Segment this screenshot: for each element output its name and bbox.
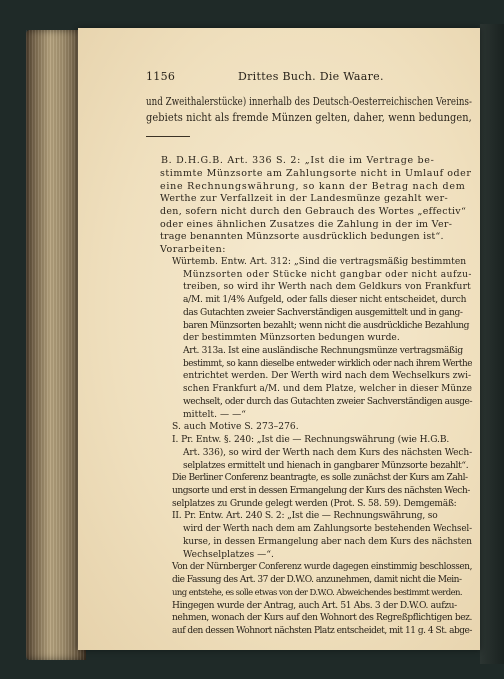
footnote-heading: Vorarbeiten:	[160, 244, 226, 256]
footnote-line: der bestimmten Münzsorten bedungen wurde.	[183, 333, 400, 344]
footnote-line: wechselt, oder durch das Gutachten zweier Sachverständigen ausge-	[183, 396, 473, 407]
footnote-line: treiben, so wird ihr Werth nach dem Geldkurs von Frankfurt	[183, 282, 471, 293]
footnote-line: Die Berliner Conferenz beantragte, es solle zunächst der Kurs am Zahl-	[172, 473, 468, 484]
footnote-line: die Fassung des Art. 37 der D.W.O. anzunehmen, damit nicht die Mein-	[172, 575, 462, 586]
footnote-line: Münzsorten oder Stücke nicht gangbar oder nicht aufzu-	[183, 269, 473, 280]
footnote-line: das Gutachten zweier Sachverständigen ausgemittelt und in gang-	[183, 307, 463, 318]
footnote-line: selplatzes ermittelt und hienach in gangbarer Münzsorte bezahlt“.	[183, 460, 469, 471]
footnote-rule	[146, 136, 190, 137]
footnote-line: oder eines ähnlichen Zusatzes die Zahlung in der im Ver-	[160, 218, 453, 230]
footnote-line: bestimmt, so kann dieselbe entweder wirklich oder nach ihrem Werthe	[183, 358, 473, 369]
footnote-line: Art. 313a. Ist eine ausländische Rechnungsmünze vertragsmäßig	[183, 345, 463, 356]
footnote-line: B. D.H.G.B. Art. 336 S. 2: „Ist die im Vertrage be-	[161, 155, 435, 166]
footnote-line: Werthe zur Verfallzeit in der Landesmünze gezahlt wer-	[160, 193, 449, 205]
footnote-line: auf den dessen Wohnort nächsten Platz entscheidet, mit 11 g. 4 St. abge-	[172, 626, 472, 636]
footnote-line: Art. 336), so wird der Werth nach dem Kurs des nächsten Wech-	[183, 447, 473, 458]
footnote-line: Von der Nürnberger Conferenz wurde dagegen einstimmig beschlossen,	[172, 562, 473, 573]
footnote-line: baren Münzsorten bezahlt; wenn nicht die ausdrückliche Bezahlung	[183, 320, 470, 331]
footnote-line: trage benannten Münzsorte ausdrücklich bedungen ist“.	[160, 231, 444, 243]
footnote-line: den, sofern nicht durch den Gebrauch des Wortes „effectiv“	[160, 205, 467, 217]
footnote-line: ung entstehe, es solle etwas von der D.W.O. Abweichendes bestimmt werden.	[172, 587, 462, 598]
footnote-line: schen Frankfurt a/M. und dem Platze, welcher in dieser Münze	[183, 384, 473, 395]
footnote-line: kurse, in dessen Ermangelung aber nach dem Kurs des nächsten	[183, 536, 472, 547]
footnote-line: mittelt. — —“	[183, 409, 246, 420]
footnote-line: Hingegen wurde der Antrag, auch Art. 51 Abs. 3 der D.W.O. aufzu-	[172, 600, 457, 611]
footnote-line: eine Rechnungswährung, so kann der Betrag nach dem	[160, 180, 466, 192]
footnote-line: wird der Werth nach dem am Zahlungsorte bestehenden Wechsel-	[183, 524, 472, 535]
footnote-line: entrichtet werden. Der Werth wird nach dem Wechselkurs zwi-	[183, 371, 472, 382]
footnote-line: Würtemb. Entw. Art. 312: „Sind die vertragsmäßig bestimmten	[172, 256, 467, 267]
book-page-edges	[26, 30, 86, 660]
running-title: Drittes Buch. Die Waare.	[238, 70, 384, 83]
footnote-line: Wechselplatzes —“.	[183, 549, 274, 560]
footnote-line: stimmte Münzsorte am Zahlungsorte nicht in Umlauf oder	[160, 167, 472, 179]
book-right-edge	[480, 24, 504, 664]
footnote-line: a/M. mit 1/4% Aufgeld, oder falls dieser nicht entscheidet, durch	[183, 295, 467, 305]
main-text-line: gebiets nicht als fremde Münzen gelten, daher, wenn bedungen,	[146, 111, 472, 124]
footnote-line: S. auch Motive S. 273–276.	[172, 422, 299, 433]
footnote-line: II. Pr. Entw. Art. 240 S. 2: „Ist die — Rechnungswährung, so	[172, 511, 438, 522]
main-text-line: und Zweithalerstücke) innerhalb des Deutsch-Oesterreichischen Vereins-	[146, 95, 473, 108]
footnote-line: nehmen, wonach der Kurs auf den Wohnort des Regreßpflichtigen bez.	[172, 613, 473, 624]
footnote-line: selplatzes zu Grunde gelegt werden (Prot. S. 58. 59). Demgemäß:	[172, 498, 457, 509]
footnote-line: ungsorte und erst in dessen Ermangelung der Kurs des nächsten Wech-	[172, 486, 470, 496]
footnote-line: I. Pr. Entw. §. 240: „Ist die — Rechnungswährung (wie H.G.B.	[172, 435, 450, 446]
page-number: 1156	[146, 70, 176, 83]
